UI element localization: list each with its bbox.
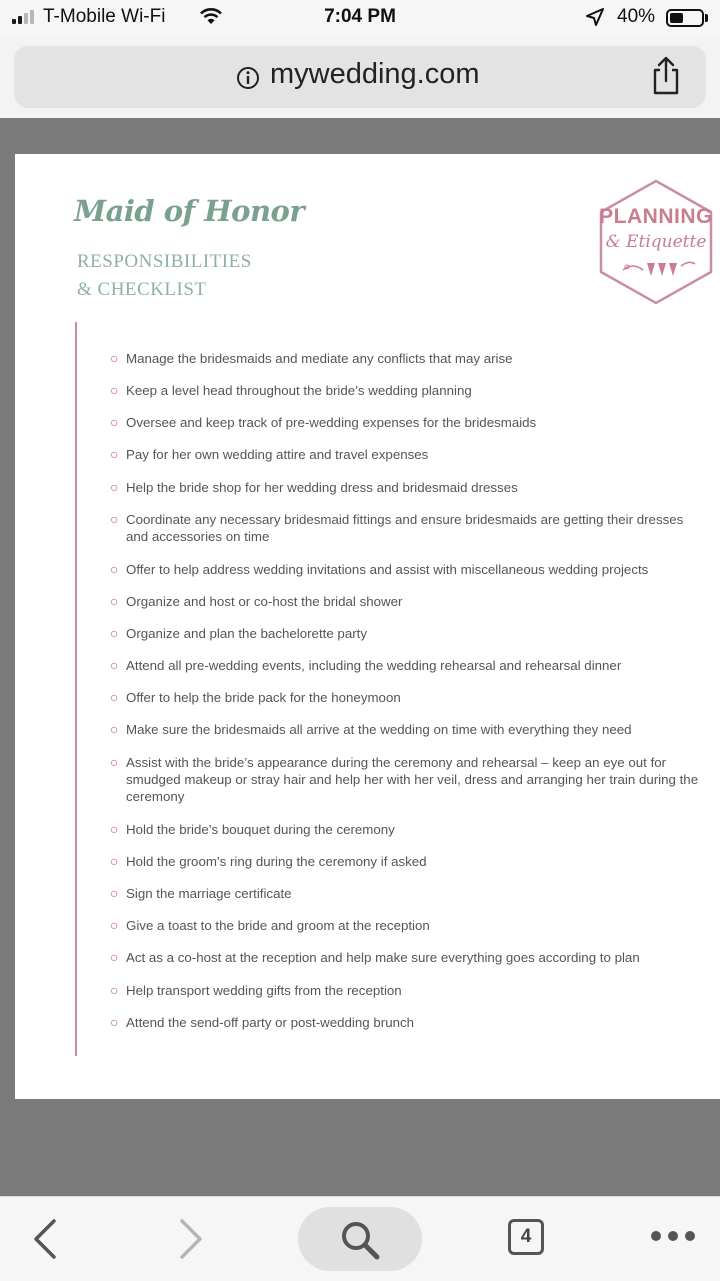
battery-fill [670,13,683,23]
circle-bullet-icon: ○ [110,949,119,965]
checklist-item [111,821,701,838]
circle-bullet-icon: ○ [110,657,119,673]
document-viewer[interactable] [0,118,720,1196]
checklist-item-text: Oversee and keep track of pre-wedding expenses for the bridesmaids [126,415,537,430]
checklist-item-text: Pay for her own wedding attire and travel expenses [126,447,429,462]
page-title: Maid of Honor [74,194,305,228]
checklist-item [111,982,701,999]
checklist-item [111,853,701,870]
checklist-item-text: Help transport wedding gifts from the reception [126,983,402,998]
checklist-item-text: Attend all pre-wedding events, including the wedding rehearsal and rehearsal dinner [126,658,622,673]
circle-bullet-icon: ○ [110,593,119,609]
search-icon [340,1220,380,1260]
checklist-item-text: Attend the send-off party or post-wedding brunch [126,1015,415,1030]
checklist-item [111,917,701,934]
address-bar[interactable] [14,46,706,108]
circle-bullet-icon: ○ [110,1014,119,1030]
circle-bullet-icon: ○ [110,721,119,737]
circle-bullet-icon: ○ [110,917,119,933]
badge-title: PLANNING [599,205,713,228]
checklist-item [111,1014,701,1031]
checklist-item-text: Offer to help address wedding invitations and assist with miscellaneous wedding projects [126,562,649,577]
circle-bullet-icon: ○ [110,885,119,901]
circle-bullet-icon: ○ [110,625,119,641]
circle-bullet-icon: ○ [110,561,119,577]
planning-etiquette-badge [597,178,715,306]
carrier-name: T-Mobile Wi-Fi [43,6,166,27]
search-button[interactable] [298,1207,422,1271]
circle-bullet-icon: ○ [110,479,119,495]
checklist-item [111,382,701,399]
circle-bullet-icon: ○ [110,754,119,770]
checklist-item-text: Organize and host or co-host the bridal shower [126,594,403,609]
accent-divider [75,322,77,1056]
checklist-item [111,593,701,610]
circle-bullet-icon: ○ [110,414,119,430]
checklist-item [111,625,701,642]
checklist-item-text: Make sure the bridesmaids all arrive at the wedding on time with everything they need [126,722,632,737]
document-page [15,154,720,1099]
page-subtitle [77,248,252,304]
circle-bullet-icon: ○ [110,511,119,527]
tabs-icon[interactable]: 4 [508,1219,544,1255]
checklist-item [111,689,701,706]
badge-subtitle: & Etiquette [605,232,707,252]
subtitle-line-2: & CHECKLIST [77,279,207,300]
checklist-item [111,657,701,674]
battery-tip [705,14,708,22]
checklist-item-text: Coordinate any necessary bridesmaid fittings and ensure bridesmaids are getting their dresses and accessories on time [126,512,684,544]
checklist-item-text: Organize and plan the bachelorette party [126,626,367,641]
subtitle-line-1: RESPONSIBILITIES [77,251,252,272]
checklist-item-text: Act as a co-host at the reception and help make sure everything goes according to plan [126,950,640,965]
checklist-item-text: Sign the marriage certificate [126,886,292,901]
circle-bullet-icon: ○ [110,853,119,869]
checklist-item-text: Keep a level head throughout the bride’s wedding planning [126,383,472,398]
checklist-item [111,561,701,578]
back-icon[interactable] [32,1219,58,1259]
checklist-item [111,414,701,431]
browser-toolbar [0,1196,720,1281]
checklist-item [111,511,701,545]
battery-icon [666,9,704,27]
clock: 7:04 PM [324,6,396,27]
checklist-item [111,479,701,496]
battery-percent: 40% [617,6,656,27]
circle-bullet-icon: ○ [110,350,119,366]
status-bar [0,0,720,36]
url-text[interactable]: mywedding.com [270,58,480,90]
checklist-item [111,446,701,463]
circle-bullet-icon: ○ [110,982,119,998]
circle-bullet-icon: ○ [110,689,119,705]
circle-bullet-icon: ○ [110,446,119,462]
info-icon[interactable] [236,66,260,90]
forward-icon[interactable] [178,1219,204,1259]
circle-bullet-icon: ○ [110,821,119,837]
checklist-item-text: Hold the bride’s bouquet during the ceremony [126,822,395,837]
checklist-item [111,949,701,966]
location-arrow-icon [586,8,604,26]
checklist-item [111,754,701,805]
checklist-item-text: Manage the bridesmaids and mediate any conflicts that may arise [126,351,513,366]
checklist-item [111,350,701,367]
checklist-item-text: Hold the groom’s ring during the ceremony if asked [126,854,427,869]
circle-bullet-icon: ○ [110,382,119,398]
checklist-item [111,885,701,902]
share-icon[interactable] [650,56,682,96]
checklist-item-text: Help the bride shop for her wedding dress and bridesmaid dresses [126,480,518,495]
checklist-item-text: Give a toast to the bride and groom at the reception [126,918,430,933]
checklist-item-text: Offer to help the bride pack for the honeymoon [126,690,401,705]
checklist-item-text: Assist with the bride’s appearance during the ceremony and rehearsal – keep an eye out for smudged makeup or stray hair and help her with her veil, dress and arranging her train during the ceremony [126,755,699,804]
more-icon[interactable] [651,1231,695,1241]
checklist-item [111,721,701,738]
